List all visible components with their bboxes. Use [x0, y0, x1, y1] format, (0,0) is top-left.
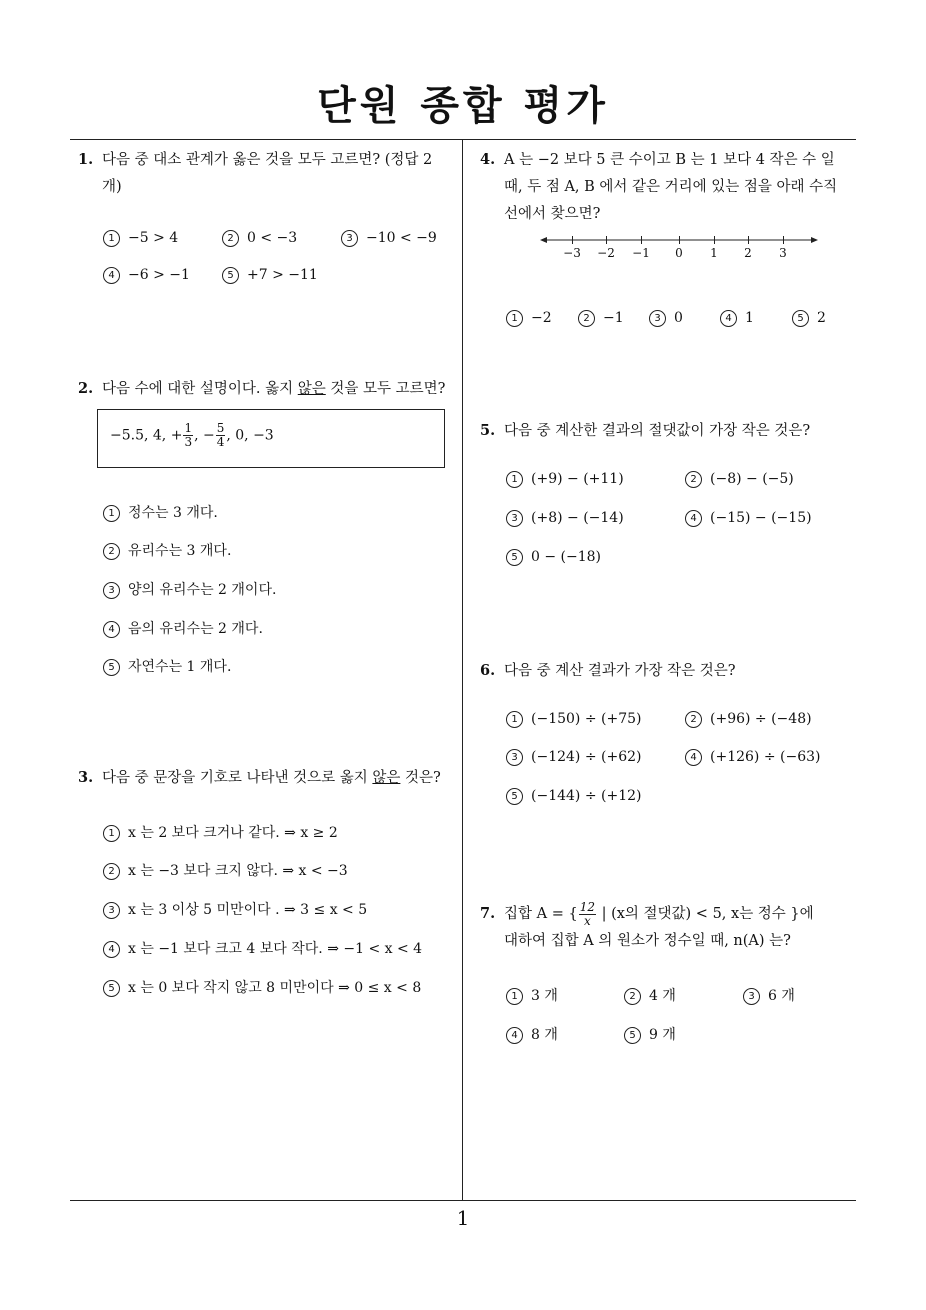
- option[interactable]: [103, 502, 218, 522]
- option-marker: 5: [792, 310, 809, 327]
- option-text: 6 개: [768, 988, 795, 1004]
- option-marker: 4: [685, 749, 702, 766]
- tick-mark: [748, 236, 749, 244]
- option[interactable]: [506, 749, 641, 766]
- question-3: [78, 764, 458, 792]
- option-text: 8 개: [531, 1027, 558, 1043]
- option-text: x 는 −3 보다 크지 않다. ⇒ x < −3: [128, 863, 348, 879]
- option-marker: 4: [506, 1027, 523, 1044]
- option-marker: 5: [506, 788, 523, 805]
- option-text: 정수는 3 개다.: [128, 505, 218, 521]
- option-marker: 3: [743, 988, 760, 1005]
- option-marker: 3: [506, 510, 523, 527]
- option-text: (−144) ÷ (+12): [531, 788, 642, 804]
- option-text: 양의 유리수는 2 개이다.: [128, 582, 277, 598]
- option-text: 0: [674, 310, 683, 326]
- option-text: 2: [817, 310, 826, 326]
- option-text: 9 개: [649, 1027, 676, 1043]
- option-marker: 2: [624, 988, 641, 1005]
- question-text-end: 것은?: [400, 770, 441, 786]
- question-text-underline: 않은: [372, 770, 401, 786]
- option-marker: 5: [103, 659, 120, 676]
- option[interactable]: [103, 977, 421, 997]
- question-number: 1.: [78, 151, 94, 168]
- option-marker: 1: [103, 505, 120, 522]
- option[interactable]: [578, 310, 624, 327]
- question-text-cont: 때, 두 점 A, B 에서 같은 거리에 있는 점을 아래 수직: [504, 179, 838, 195]
- option-text: (+8) − (−14): [531, 510, 624, 526]
- option[interactable]: [103, 656, 231, 676]
- option-marker: 2: [685, 471, 702, 488]
- tick-mark: [783, 236, 784, 244]
- option-marker: 4: [103, 941, 120, 958]
- option-text: −1: [603, 310, 624, 326]
- tick-label: 1: [710, 246, 718, 260]
- fraction-denominator: x: [583, 913, 591, 928]
- option[interactable]: [103, 230, 178, 247]
- fraction-denominator: 3: [184, 435, 193, 449]
- option-text: −2: [531, 310, 552, 326]
- option-marker: 5: [506, 549, 523, 566]
- tick-mark: [641, 236, 642, 244]
- option[interactable]: [685, 510, 812, 527]
- page-title: 단원 종합 평가: [317, 83, 609, 129]
- question-text: A 는 −2 보다 5 큰 수이고 B 는 1 보다 4 작은 수 일: [504, 152, 835, 168]
- bottom-rule: [70, 1200, 856, 1201]
- option[interactable]: [506, 711, 641, 728]
- option-marker: 1: [506, 471, 523, 488]
- option[interactable]: [743, 985, 795, 1005]
- tick-mark: [679, 236, 680, 244]
- tick-label: −3: [563, 246, 581, 260]
- fraction: [579, 901, 596, 928]
- fraction: [216, 422, 226, 449]
- option-text: (−8) − (−5): [710, 471, 794, 487]
- question-text: 다음 중 문장을 기호로 나타낸 것으로 옳지: [102, 770, 373, 786]
- question-text-end: 것을 모두 고르면?: [325, 381, 446, 397]
- option[interactable]: [103, 618, 263, 638]
- option-text: +7 > −11: [247, 267, 318, 283]
- option[interactable]: [624, 1024, 676, 1044]
- question-text: 집합 A = {: [504, 906, 578, 922]
- option-text: x 는 3 이상 5 미만이다 . ⇒ 3 ≤ x < 5: [128, 902, 368, 918]
- option-marker: 4: [103, 621, 120, 638]
- question-number: 6.: [480, 662, 496, 679]
- option-text: 3 개: [531, 988, 558, 1004]
- page-number: 1: [456, 1206, 470, 1230]
- tick-mark: [606, 236, 607, 244]
- option-marker: 1: [506, 711, 523, 728]
- number-list-part: , −: [194, 427, 215, 444]
- option-marker: 2: [103, 863, 120, 880]
- question-number: 5.: [480, 422, 496, 439]
- option-text: (+126) ÷ (−63): [710, 749, 821, 765]
- option-text: (−15) − (−15): [710, 510, 812, 526]
- fraction-numerator: 12: [579, 899, 595, 914]
- question-number: 7.: [480, 905, 496, 922]
- option[interactable]: [649, 310, 683, 327]
- option-marker: 4: [685, 510, 702, 527]
- option-text: 유리수는 3 개다.: [128, 543, 232, 559]
- question-text: 다음 수에 대한 설명이다. 옳지: [102, 381, 298, 397]
- tick-label: 3: [779, 246, 787, 260]
- question-1: [78, 146, 458, 201]
- option[interactable]: [103, 860, 348, 880]
- tick-label: 2: [744, 246, 752, 260]
- option-marker: 2: [222, 230, 239, 247]
- option-text: x 는 −1 보다 크고 4 보다 작다. ⇒ −1 < x < 4: [128, 941, 423, 957]
- option[interactable]: [685, 749, 820, 766]
- option[interactable]: [103, 822, 338, 842]
- fraction: [183, 422, 193, 449]
- option[interactable]: [506, 310, 552, 327]
- option[interactable]: [506, 471, 624, 488]
- question-text-end: | (x의 절댓값) < 5, x는 정수 }에: [596, 906, 814, 922]
- question-text-underline: 않은: [297, 381, 326, 397]
- option-text: 음의 유리수는 2 개다.: [128, 621, 263, 637]
- fraction-numerator: 1: [184, 421, 193, 435]
- option-marker: 1: [103, 825, 120, 842]
- option-text: −10 < −9: [366, 230, 437, 246]
- option-marker: 3: [506, 749, 523, 766]
- option-marker: 3: [341, 230, 358, 247]
- option[interactable]: [685, 711, 812, 728]
- option[interactable]: [685, 471, 794, 488]
- option-text: 1: [745, 310, 754, 326]
- option[interactable]: [341, 230, 437, 247]
- question-6: [480, 657, 860, 685]
- option-marker: 4: [720, 310, 737, 327]
- number-box: [97, 409, 445, 468]
- option-marker: 1: [506, 988, 523, 1005]
- question-text-cont: 개): [102, 179, 122, 195]
- question-2: [78, 375, 458, 403]
- option-text: 0 − (−18): [531, 549, 602, 565]
- option-text: (−124) ÷ (+62): [531, 749, 642, 765]
- tick-label: 0: [675, 246, 683, 260]
- option[interactable]: [222, 230, 297, 247]
- question-text-cont: 대하여 집합 A 의 원소가 정수일 때, n(A) 는?: [504, 933, 791, 949]
- option-text: x 는 2 보다 크거나 같다. ⇒ x ≥ 2: [128, 825, 338, 841]
- number-list-part: −5.5, 4, +: [110, 427, 183, 444]
- option-marker: 5: [222, 267, 239, 284]
- question-7: [480, 900, 865, 955]
- top-rule: [70, 139, 856, 140]
- tick-label: −2: [597, 246, 615, 260]
- option[interactable]: [222, 267, 318, 284]
- option[interactable]: [103, 267, 190, 284]
- option-text: (−150) ÷ (+75): [531, 711, 642, 727]
- option-marker: 2: [685, 711, 702, 728]
- option-marker: 1: [506, 310, 523, 327]
- fraction-denominator: 4: [216, 435, 225, 449]
- option-text: (+96) ÷ (−48): [710, 711, 812, 727]
- option-marker: 5: [103, 980, 120, 997]
- option[interactable]: [103, 938, 422, 958]
- option-text: −6 > −1: [128, 267, 190, 283]
- option[interactable]: [103, 899, 367, 919]
- column-divider: [462, 139, 463, 1200]
- option-marker: 4: [103, 267, 120, 284]
- option[interactable]: [506, 1024, 558, 1044]
- option-marker: 3: [103, 902, 120, 919]
- option[interactable]: [506, 510, 624, 527]
- option-text: x 는 0 보다 작지 않고 8 미만이다 ⇒ 0 ≤ x < 8: [128, 980, 422, 996]
- option-text: 4 개: [649, 988, 676, 1004]
- option-marker: 1: [103, 230, 120, 247]
- tick-mark: [714, 236, 715, 244]
- question-number: 4.: [480, 151, 496, 168]
- option[interactable]: [506, 985, 558, 1005]
- option[interactable]: [103, 579, 276, 599]
- option-text: −5 > 4: [128, 230, 179, 246]
- tick-mark: [572, 236, 573, 244]
- tick-label: −1: [632, 246, 650, 260]
- option-marker: 3: [649, 310, 666, 327]
- option[interactable]: [792, 310, 826, 327]
- option-text: (+9) − (+11): [531, 471, 624, 487]
- number-list-part: , 0, −3: [226, 427, 274, 444]
- question-5: [480, 417, 860, 445]
- option-marker: 5: [624, 1027, 641, 1044]
- question-text-cont: 선에서 찾으면?: [504, 206, 601, 222]
- option[interactable]: [103, 540, 231, 560]
- option[interactable]: [624, 985, 676, 1005]
- question-text: 다음 중 계산 결과가 가장 작은 것은?: [504, 663, 736, 679]
- question-number: 3.: [78, 769, 94, 786]
- question-text: 다음 중 계산한 결과의 절댓값이 가장 작은 것은?: [504, 423, 811, 439]
- option-marker: 2: [578, 310, 595, 327]
- question-4: [480, 146, 860, 228]
- option-text: 자연수는 1 개다.: [128, 659, 232, 675]
- option-text: 0 < −3: [247, 230, 298, 246]
- option-marker: 3: [103, 582, 120, 599]
- option[interactable]: [720, 310, 754, 327]
- fraction-numerator: 5: [216, 421, 225, 435]
- number-list: [110, 422, 274, 449]
- option-marker: 2: [103, 543, 120, 560]
- option[interactable]: [506, 788, 641, 805]
- number-line: [540, 232, 820, 262]
- option[interactable]: [506, 549, 601, 566]
- question-number: 2.: [78, 380, 94, 397]
- question-text: 다음 중 대소 관계가 옳은 것을 모두 고르면? (정답 2: [102, 152, 433, 168]
